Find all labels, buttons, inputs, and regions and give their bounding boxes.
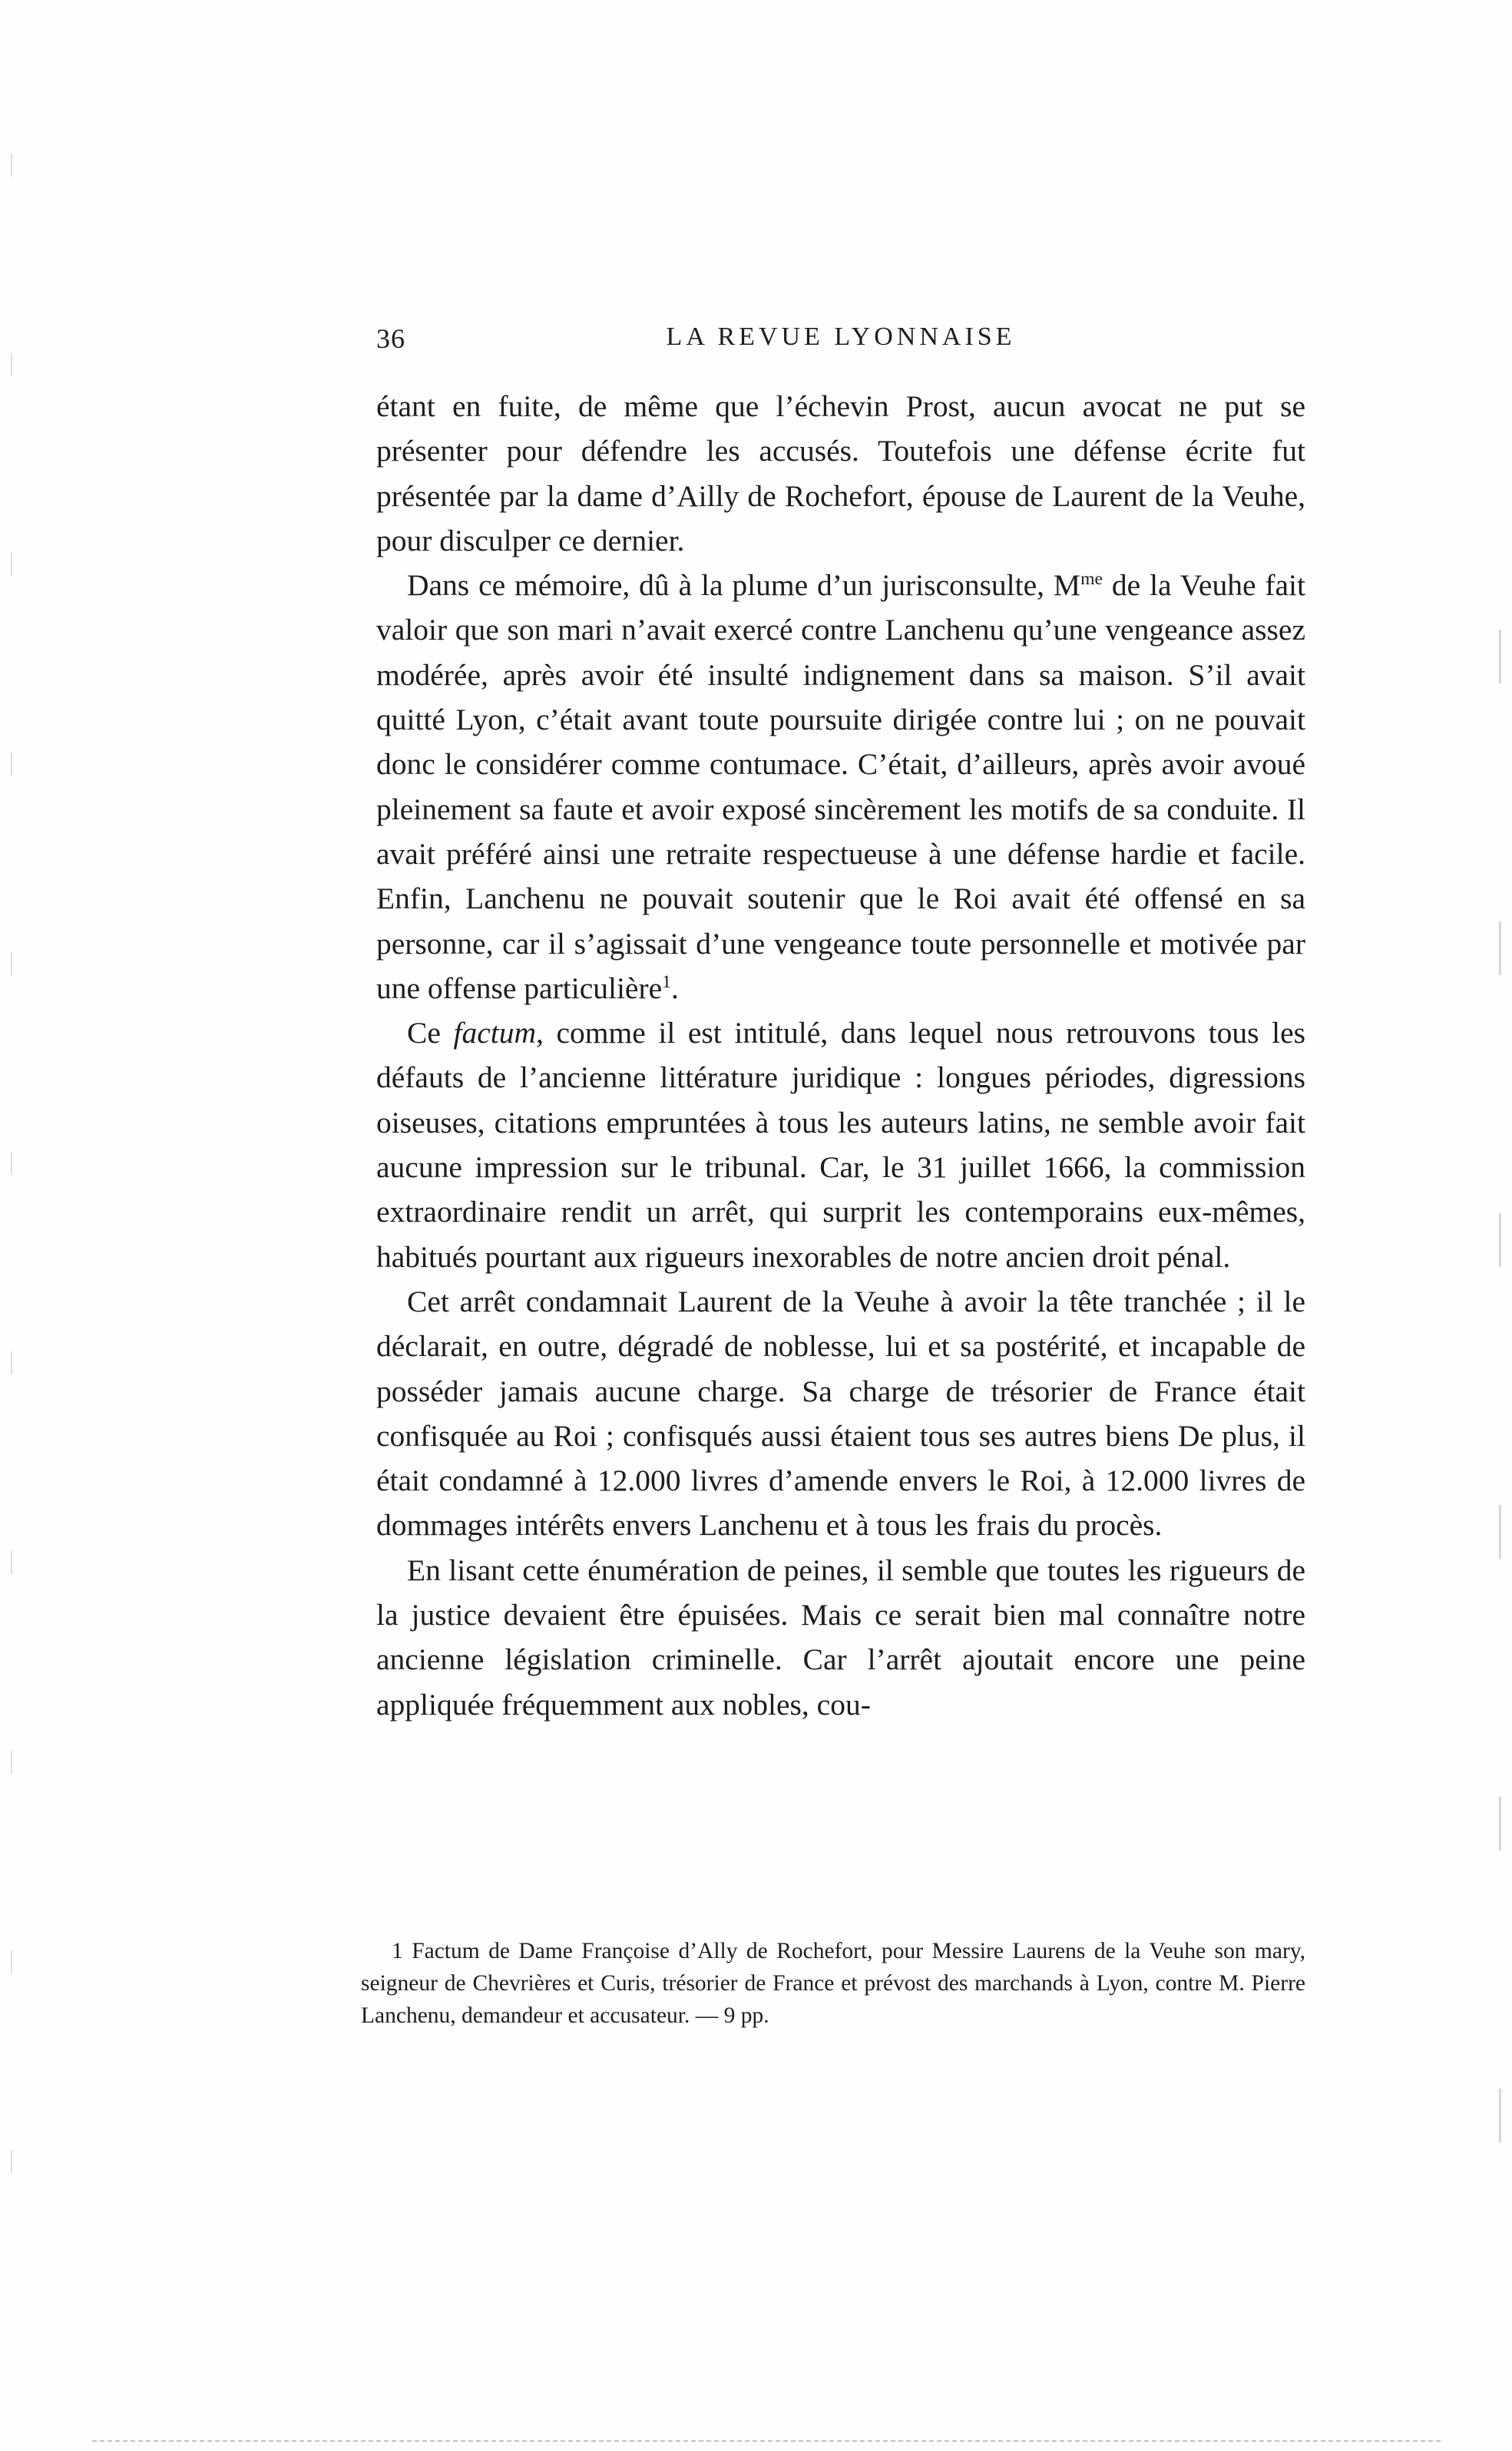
paragraph-2-text-b: de la Veuhe fait valoir que son mari n’avait exercé contre Lanchenu qu’une vengeance assez modérée, après avoir été insulté indignement dans sa maison. S’il avait quitté Lyon, c’était avant toute poursuite dirigée contre lui ; on ne pouvait donc le considérer comme contumace. C’était, d’ailleurs, après avoir avoué pleinement sa faute et avoir exposé sincèrement les motifs de sa conduite. Il avait préféré ainsi une retraite respectueuse à une défense hardie et facile. Enfin, Lanchenu ne pouvait soutenir que le Roi avait été offensé en sa personne, car il s’agissait d’une vengeance toute personnelle et motivée par une offense particulière [376,568,1305,1005]
paragraph-5-text: En lisant cette énumération de peines, il semble que toutes les rigueurs de la justice devaient être épuisées. Mais ce serait bien mal connaître notre ancienne législation criminelle. Car l’arrêt ajoutait encore une peine appliquée fréquemment aux nobles, cou- [376,1553,1305,1722]
page-number: 36 [376,323,405,354]
body-text [376,384,1305,1727]
paragraph-5 [376,1548,1305,1727]
paragraph-3-text-b: , comme il est intitulé, dans lequel nous retrouvons tous les défauts de l’ancienne littérature juridique : longues périodes, digressions oiseuses, citations empruntées à tous les auteurs latins, ne semble avoir fait aucune impression sur le tribunal. Car, le 31 juillet 1666, la commission extraordinaire rendit un arrêt, qui surprit les contemporains eux-mêmes, habitués pourtant aux rigueurs inexorables de notre ancien droit pénal. [376,1016,1305,1274]
footnote-reference: 1 [662,971,671,992]
paragraph-1 [376,384,1305,563]
scan-edge-left [11,46,12,2273]
footnote-1-text: Factum de Dame Françoise d’Ally de Rochefort, pour Messire Laurens de la Veuhe son mary, seigneur de Chevrières et Curis, trésorier de France et prévost des marchands à Lyon, contre M. Pierre Lanchenu, demandeur et accusateur. — 9 pp. [361,1939,1305,2028]
superscript-me: me [1080,569,1103,590]
scan-edge-right [1499,461,1501,2150]
paragraph-4-text: Cet arrêt condamnait Laurent de la Veuhe à avoir la tête tranchée ; il le déclarait, en outre, dégradé de noblesse, lui et sa postérité, et incapable de posséder jamais aucune charge. Sa charge de trésorier de France était confisquée au Roi ; confisqués aussi étaient tous ses autres biens De plus, il était condamné à 12.000 livres d’amende envers le Roi, à 12.000 livres de dommages intérêts envers Lanchenu et à tous les frais du procès. [376,1284,1305,1543]
paragraph-2 [376,563,1305,1011]
factum-italic: factum [453,1016,536,1050]
paragraph-4 [376,1279,1305,1548]
footnote-1 [361,1935,1305,2032]
running-title: LA REVUE LYONNAISE [666,322,1016,351]
footnotes [361,1935,1305,2032]
paragraph-3-text-a: Ce [407,1016,454,1050]
paragraph-3 [376,1011,1305,1279]
footnote-1-marker: 1 [392,1939,403,1963]
paragraph-2-text-a: Dans ce mémoire, dû à la plume d’un jurisconsulte, M [407,568,1081,603]
paragraph-1-text: étant en fuite, de même que l’échevin Prost, aucun avocat ne put se présenter pour défendre les accusés. Toutefois une défense écrite fut présentée par la dame d’Ailly de Rochefort, épouse de Laurent de la Veuhe, pour disculper ce dernier. [376,389,1305,557]
paragraph-2-end: . [671,971,679,1005]
scan-bottom-edge [92,2440,1444,2442]
page-header [376,322,1305,369]
